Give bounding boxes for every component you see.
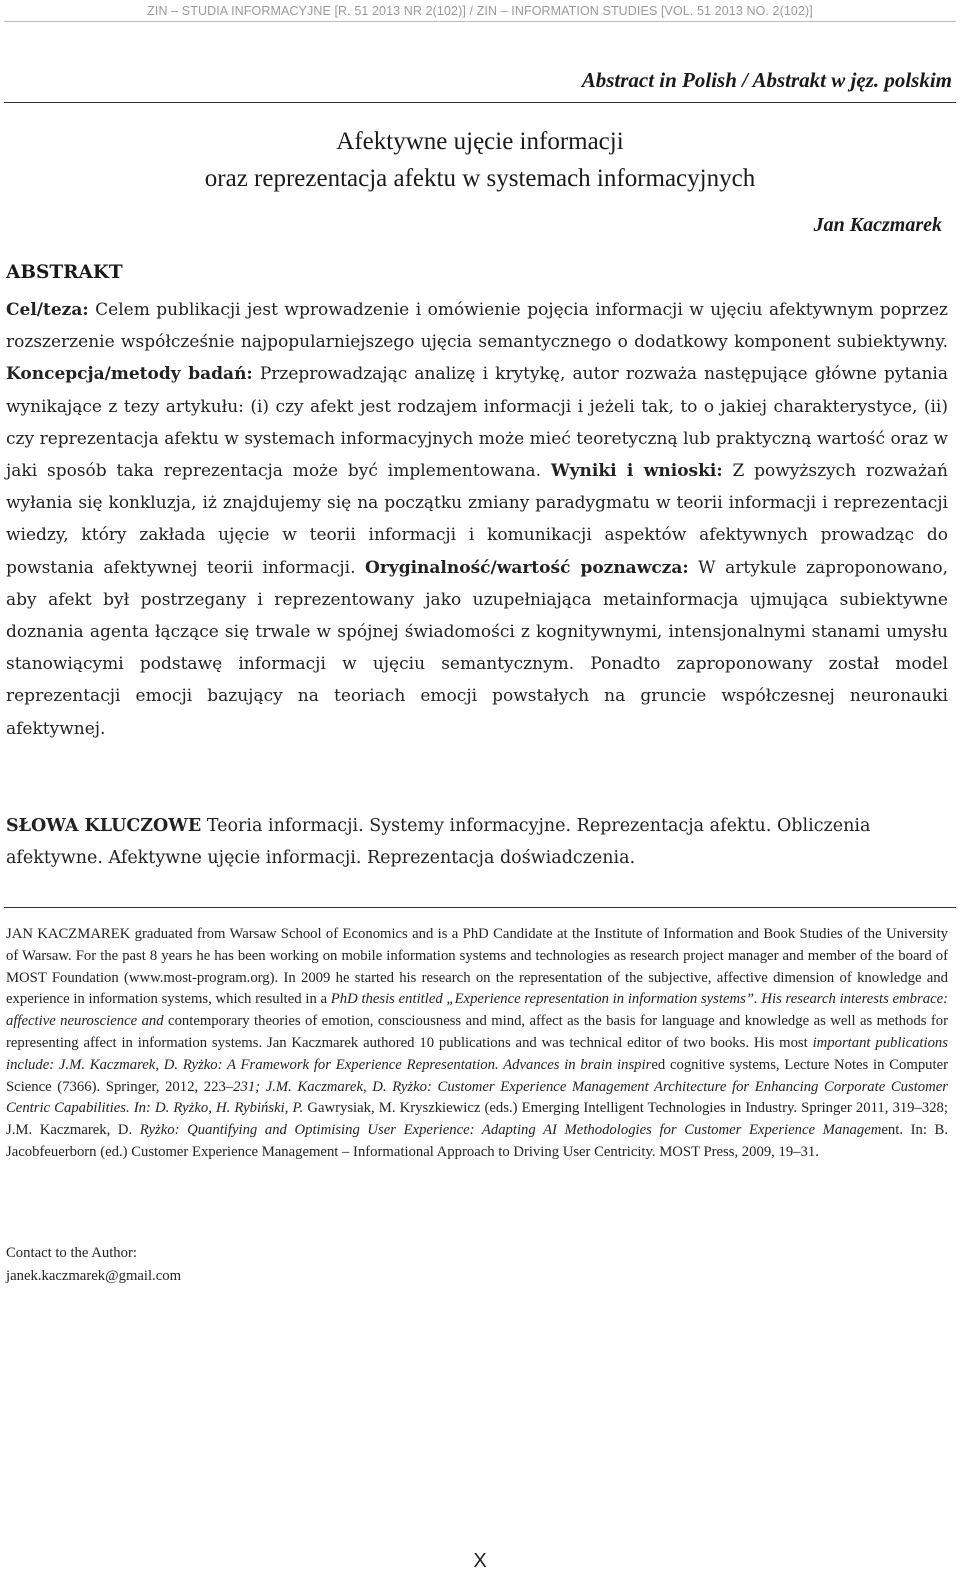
bio-part-1: JAN KACZMAREK graduated from Warsaw School of Economics and is a PhD Candidate at the Institute of Information and Book Studies of the University of Warsaw. For the past 8 years he has been working on mobile information systems and technologies as research project manager and member of the board of MOST Foundation (www.most-program.org). In 2009 he started his research on the representation of the subjective, affective dimension of knowledge and experience in information systems, which resulted in a — [6, 926, 948, 1008]
bio-part-2: PhD thesis entitled „Experience representation in information systems”. His research interests embrace: affective neuroscience and — [6, 991, 948, 1030]
title-divider — [4, 102, 956, 103]
keywords-text: Teoria informacji. Systemy informacyjne. Reprezentacja afektu. Obliczenia afektywne. Afektywne ujęcie informacji. Reprezentacja doświadczenia. — [6, 816, 871, 868]
keywords — [6, 810, 948, 874]
author-bio — [6, 924, 948, 1164]
abstract-label: ABSTRAKT — [6, 262, 123, 283]
goal-label: Cel/teza: — [6, 300, 89, 320]
bio-part-5: ed cognitive systems, Lecture Notes in Computer Science (7366). Springer, 2012, 223– — [6, 1056, 949, 1095]
originality-text: W artykule zaproponowano, aby afekt był postrzegany i reprezentowany jako uzupełniająca metainformacja ujmująca subiektywne doznania agenta łączące się trwale w spójnej świadomości z kognitywnymi, intensjonalnymi stanami umysłu stanowiącymi podstawę informacji w ujęciu semantycznym. Ponadto zaproponowany został model reprezentacji emocji bazujący na teoriach emocji powstałych na gruncie współczesnej neuronauki afektywnej. — [6, 557, 949, 739]
bio-part-8: Ryżko: Quantifying and Optimising User Experience: Adapting AI Methodologies for Customer Experience Managem — [139, 1122, 882, 1139]
keywords-label: SŁOWA KLUCZOWE — [6, 816, 202, 836]
method-text: Przeprowadzając analizę i krytykę, autor rozważa następujące główne pytania wynikające z tezy artykułu: (i) czy afekt jest rodzajem informacji i jeżeli tak, to o jakiej charakterystyce, (ii) czy reprezentacja afektu w systemach informacyjnych może mieć teoretyczną lub praktyczną wartość oraz w jaki sposób taka reprezentacja może być implementowana. — [6, 364, 949, 482]
bio-part-3: contemporary theories of emotion, consciousness and mind, affect as the basis for language and knowledge as well as methods for representing affect in information systems. Jan Kaczmarek authored 10 publications and was technical editor of two books. His most — [6, 1013, 948, 1051]
running-header: ZIN – STUDIA INFORMACYJNE [R. 51 2013 NR 2(102)] / ZIN – INFORMATION STUDIES [VOL. 51 2013 NO. 2(102)] — [147, 4, 813, 18]
results-label: Wyniki i wnioski: — [550, 461, 723, 482]
contact-label: Contact to the Author: — [6, 1245, 137, 1261]
goal-text: Celem publikacji jest wprowadzenie i omówienie pojęcia informacji w ujęciu afektywnym poprzez rozszerzenie współcześnie najpopularniejszego ujęcia semantycznego o dodatkowy komponent subiektywny. — [6, 300, 948, 353]
header-divider — [4, 21, 956, 22]
article-title-line-1: Afektywne ujęcie informacji — [336, 128, 624, 155]
bio-divider — [4, 907, 956, 908]
bio-part-6: 231; J.M. Kaczmarek, D. Ryżko: Customer Experience Management Architecture for Enhancing Corporate Customer Centric Capabilities. In: D. Ryżko, H. Rybiński, P. — [6, 1078, 948, 1117]
contact-block — [6, 1242, 181, 1288]
bio-part-7: Gawrysiak, M. Kryszkiewicz (eds.) Emerging Intelligent Technologies in Industry. Springer 2011, 319–328; J.M. Kaczmarek, D. — [6, 1100, 948, 1139]
contact-email[interactable]: janek.kaczmarek@gmail.com — [6, 1268, 182, 1284]
page-number: X — [473, 1550, 487, 1572]
article-title-line-2: oraz reprezentacja afektu w systemach informacyjnych — [204, 165, 756, 192]
bio-part-9: ent. In: B. Jacobfeuerborn (ed.) Customer Experience Management – Informational Approach to Driving User Centricity. MOST Press, 2009, 19–31. — [6, 1122, 949, 1160]
author-name: Jan Kaczmarek — [813, 214, 942, 236]
originality-label: Oryginalność/wartość poznawcza: — [365, 557, 689, 578]
section-heading: Abstract in Polish / Abstrakt w jęz. polskim — [581, 68, 952, 92]
abstract-body — [6, 294, 948, 745]
results-text: Z powyższych rozważań wyłania się konkluzja, iż znajdujemy się na początku zmiany paradygmatu w teorii informacji i reprezentacji wiedzy, który zakłada ujęcie w teorii informacji i komunikacji aspektów afektywnych prowadząc do powstania afektywnej teorii informacji. — [6, 461, 948, 578]
bio-part-4: important publications include: J.M. Kaczmarek, D. Ryżko: A Framework for Experience Representation. Advances in brain inspir — [6, 1034, 948, 1073]
method-label: Koncepcja/metody badań: — [6, 364, 253, 385]
